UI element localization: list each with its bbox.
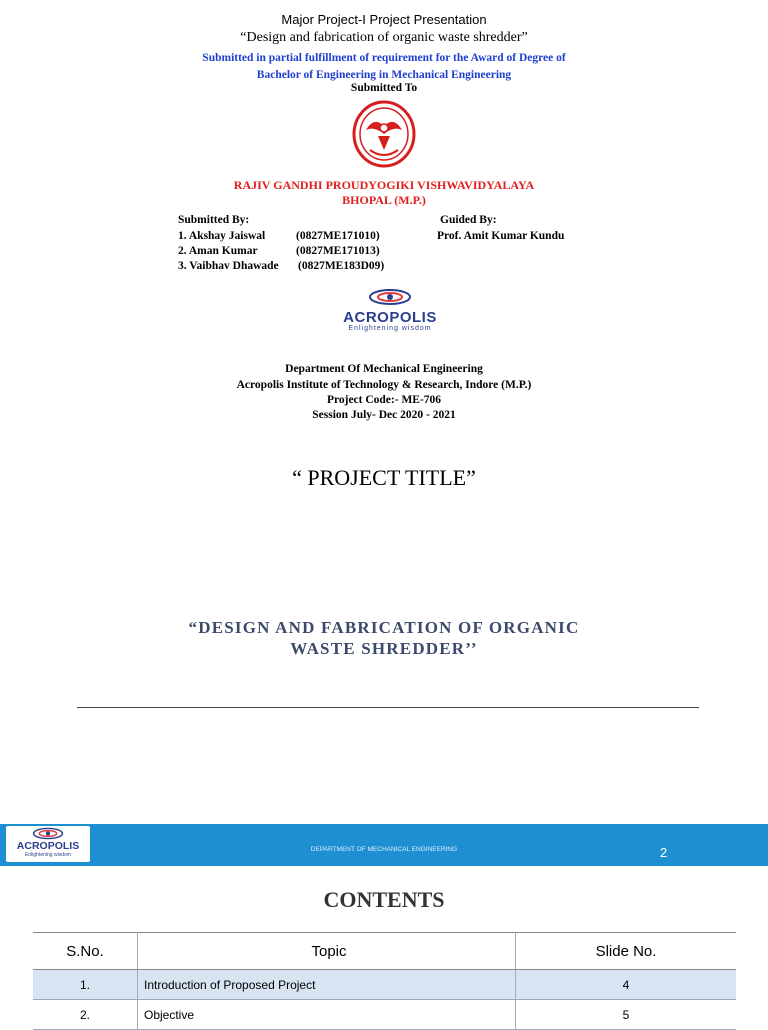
- session: Session July- Dec 2020 - 2021: [312, 409, 456, 421]
- column-header-sno: S.No.: [33, 933, 138, 970]
- slide-page-number: 2: [660, 845, 668, 860]
- column-header-slide-no: Slide No.: [516, 933, 737, 970]
- member-id: (0827ME183D09): [298, 260, 385, 272]
- submission-line1: Submitted in partial fulfillment of requirement for the Award of Degree of: [202, 52, 566, 64]
- slide-header-logo-name: ACROPOLIS: [16, 840, 80, 852]
- table-row: [33, 970, 736, 1000]
- table-cell: 2.: [33, 1000, 138, 1030]
- submitted-by-label: Submitted By:: [178, 214, 250, 226]
- header-line1: Major Project-I Project Presentation: [281, 12, 487, 27]
- header-line2: “Design and fabrication of organic waste shredder”: [240, 30, 528, 45]
- contents-table: [33, 932, 736, 1030]
- table-cell: 1.: [33, 970, 138, 1000]
- column-header-topic: Topic: [138, 933, 516, 970]
- member-id: (0827ME171010): [296, 230, 380, 242]
- acropolis-logo: [330, 288, 450, 336]
- member-id: (0827ME171013): [296, 245, 380, 257]
- member-name: 1. Akshay Jaiswal: [178, 230, 266, 242]
- table-cell: Objective: [138, 1000, 516, 1030]
- acropolis-logo-tagline: Enlightening wisdom: [348, 325, 432, 332]
- submitted-to-label: Submitted To: [350, 82, 418, 94]
- department-line1: Department Of Mechanical Engineering: [285, 363, 483, 375]
- table-header-row: [33, 933, 736, 970]
- university-seal-icon: [352, 100, 416, 168]
- guide-name: Prof. Amit Kumar Kundu: [437, 230, 565, 242]
- divider: [77, 707, 699, 708]
- project-title-line1: “DESIGN AND FABRICATION OF ORGANIC: [188, 618, 580, 637]
- acropolis-globe-icon: [368, 288, 412, 306]
- table-cell: 5: [516, 1000, 737, 1030]
- university-city: BHOPAL (M.P.): [342, 193, 426, 207]
- contents-heading: CONTENTS: [323, 887, 445, 912]
- table-cell: 4: [516, 970, 737, 1000]
- slide-header-bar: [0, 824, 768, 866]
- project-title-line2: WASTE SHREDDER’’: [290, 639, 478, 658]
- submission-line2: Bachelor of Engineering in Mechanical Engineering: [256, 69, 512, 81]
- acropolis-logo-name: ACROPOLIS: [343, 309, 437, 326]
- department-line2: Acropolis Institute of Technology & Research, Indore (M.P.): [236, 379, 532, 391]
- slide-header-logo: [6, 826, 90, 862]
- slide-header-logo-tagline: Enlightening wisdom: [25, 852, 71, 858]
- member-name: 3. Vaibhav Dhawade: [178, 260, 279, 272]
- member-name: 2. Aman Kumar: [178, 245, 258, 257]
- table-row: [33, 1000, 736, 1030]
- table-cell: Introduction of Proposed Project: [138, 970, 516, 1000]
- slide-header-department: DEPARTMENT OF MECHANICAL ENGINEERING: [310, 846, 458, 853]
- project-code: Project Code:- ME-706: [326, 394, 442, 406]
- acropolis-globe-icon: [32, 827, 64, 840]
- project-title-label: “ PROJECT TITLE”: [292, 465, 476, 490]
- university-name: RAJIV GANDHI PROUDYOGIKI VISHWAVIDYALAYA: [233, 178, 535, 192]
- guided-by-label: Guided By:: [440, 214, 497, 226]
